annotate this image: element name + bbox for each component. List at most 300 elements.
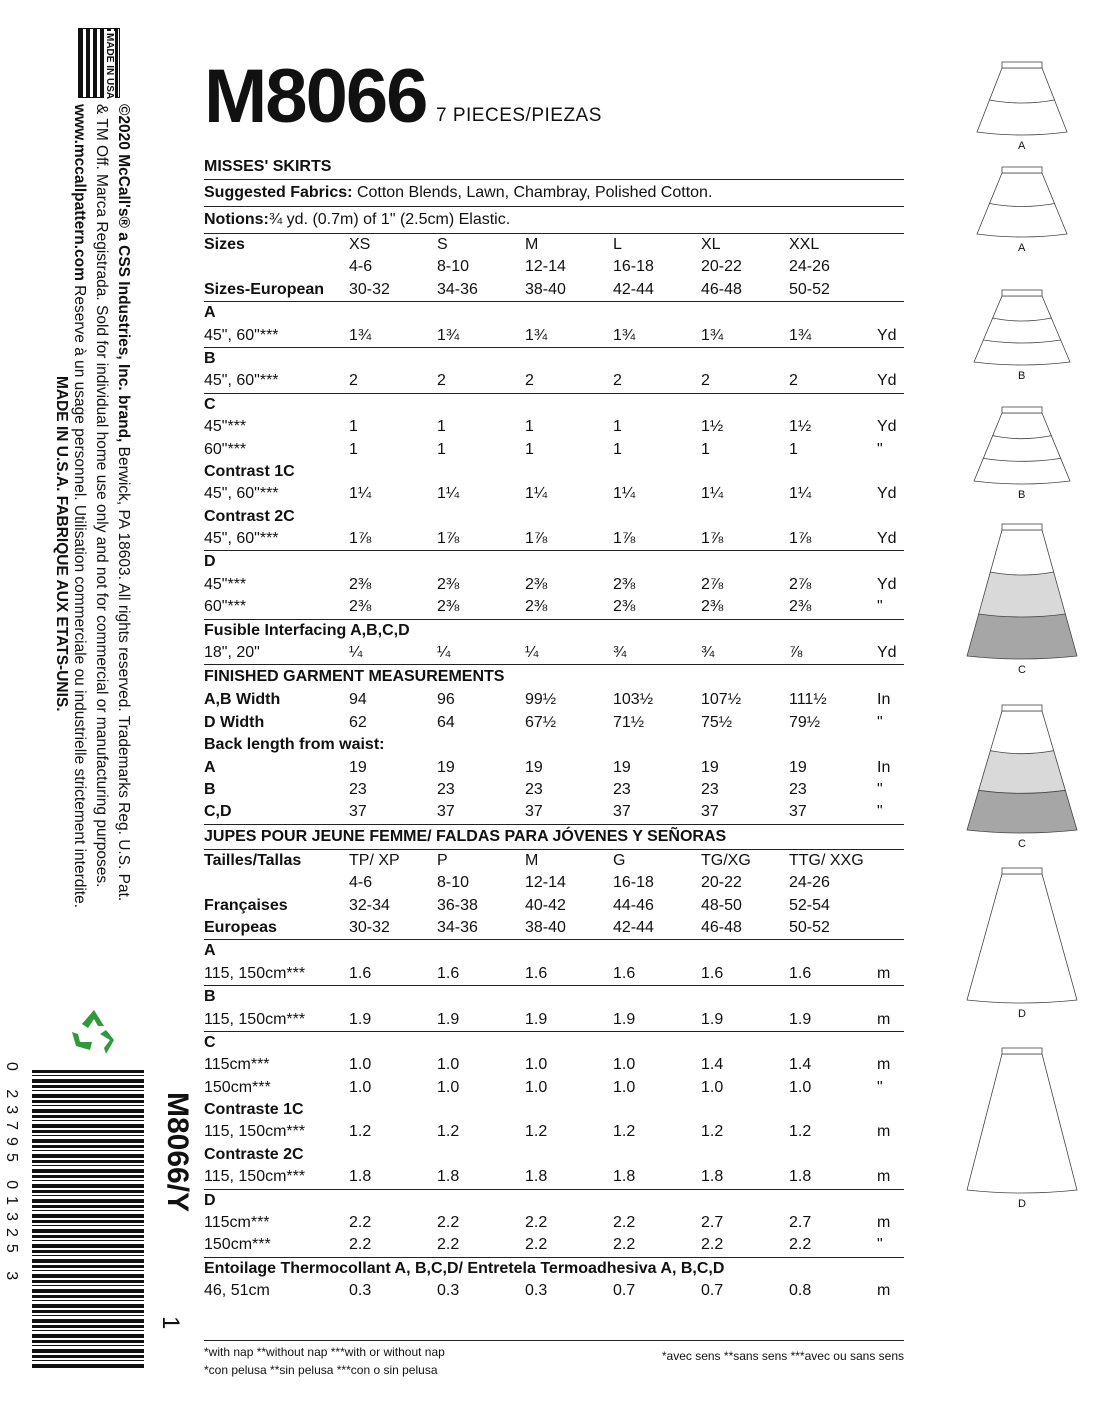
cell: 23 [349, 780, 367, 798]
row-heading: A [204, 304, 216, 322]
cell: 4-6 [349, 874, 373, 892]
yardage-row [204, 574, 904, 596]
cell: 44-46 [613, 896, 654, 914]
finished-table [204, 689, 904, 823]
cell: 1 [525, 440, 534, 458]
cell: 2 [525, 372, 534, 390]
fr-francaises-row [204, 895, 904, 917]
skirt-sketch-d [962, 1046, 1082, 1196]
yardage-row [204, 370, 904, 392]
cell: 1¼ [789, 485, 812, 503]
cell: 1.0 [613, 1078, 636, 1096]
cell: ¼ [437, 644, 451, 662]
row-label: Françaises [204, 896, 288, 914]
cell: 0.8 [789, 1282, 812, 1300]
sketch-label: B [1018, 489, 1026, 501]
notions-row: Notions:¾ yd. (0.7m) of 1" (2.5cm) Elastic. [204, 206, 904, 233]
cell: 23 [613, 780, 631, 798]
row-label: D Width [204, 713, 265, 731]
cell: 38-40 [525, 280, 566, 298]
cell: 1¼ [525, 485, 548, 503]
cell: 1.6 [437, 964, 460, 982]
cell: 19 [701, 758, 719, 776]
cell: 107½ [701, 691, 742, 709]
cell: 30-32 [349, 918, 390, 936]
sizes-block [204, 233, 904, 301]
cell: 52-54 [789, 896, 830, 914]
cell: L [613, 236, 622, 253]
yardage-row [204, 416, 904, 438]
cell: 94 [349, 691, 367, 709]
unit: " [877, 598, 883, 616]
cell: XL [701, 236, 721, 253]
cell: 48-50 [701, 896, 742, 914]
unit: " [877, 1236, 883, 1254]
cell: 2⅜ [525, 575, 548, 593]
sketch-label: C [1018, 664, 1026, 676]
cell: 2 [349, 372, 358, 390]
unit: " [877, 803, 883, 821]
cell: 1.2 [525, 1123, 548, 1141]
row-label: 115, 150cm*** [204, 1010, 306, 1028]
fabrics-row: Suggested Fabrics: Cotton Blends, Lawn, Chambray, Polished Cotton. [204, 179, 904, 206]
cell: 2⅜ [613, 598, 636, 616]
cell: ¼ [349, 644, 363, 662]
row-heading: Contrast 2C [204, 507, 295, 525]
yardage-row [204, 528, 904, 550]
row-heading: Entoilage Thermocollant A, B,C,D/ Entretela Termoadhesiva A, B,C,D [204, 1259, 725, 1277]
pieces-count: 7 PIECES/PIEZAS [436, 105, 602, 126]
cell: 1.6 [789, 964, 812, 982]
cell: 1¾ [349, 326, 372, 344]
yardage-head [204, 393, 904, 416]
cell: 1 [349, 440, 358, 458]
cell: 1.0 [349, 1078, 372, 1096]
cell: 1.2 [701, 1123, 724, 1141]
metric-row [204, 1280, 904, 1302]
unit: Yd [877, 372, 897, 390]
row-heading: Fusible Interfacing A,B,C,D [204, 621, 410, 639]
cell: 38-40 [525, 918, 566, 936]
unit: m [877, 1282, 891, 1300]
copyright-line-3: www.mccallpattern.com Reserve à un usage personnel. Utilisation commerciale ou industrielle strictement interdite. [71, 104, 88, 909]
cell: 1.2 [349, 1123, 372, 1141]
cell: 40-42 [525, 896, 566, 914]
yardage-row [204, 596, 904, 618]
cell: 2⅜ [349, 575, 372, 593]
cell: 32-34 [349, 896, 390, 914]
cell: 1.8 [701, 1168, 724, 1186]
cell: 1⅞ [789, 530, 812, 548]
cell: 24-26 [789, 874, 830, 892]
yardage-head [204, 506, 904, 528]
cell: 2 [701, 372, 710, 390]
metric-row [204, 1166, 904, 1188]
row-label: 45", 60"*** [204, 326, 279, 344]
row-label: 115, 150cm*** [204, 1123, 306, 1141]
skirt-sketch-d [962, 866, 1082, 1006]
cell: 23 [789, 780, 807, 798]
made-in-line: MADE IN U.S.A. FABRIQUE AUX ETATS-UNIS. [53, 376, 70, 712]
cell: 20-22 [701, 258, 742, 276]
fr-europeas-row [204, 917, 904, 939]
cell: 0.3 [349, 1282, 372, 1300]
row-label: A [204, 758, 216, 776]
page-title: MISSES' SKIRTS [204, 158, 332, 175]
cell: 62 [349, 713, 367, 731]
metric-head [204, 1189, 904, 1212]
cell: 2.2 [437, 1236, 460, 1254]
metric-head [204, 1099, 904, 1121]
unit: m [877, 964, 891, 982]
cell: 75½ [701, 713, 733, 731]
cell: 2⅜ [437, 598, 460, 616]
cell: 19 [349, 758, 367, 776]
unit: m [877, 1168, 891, 1186]
cell: 20-22 [701, 874, 742, 892]
cell: S [437, 236, 448, 253]
copyright-line-1: ©2020 McCall's® a CSS Industries, Inc. brand, Berwick, PA 18603. All rights reserved. Trademarks Reg. U.S. Pat. [115, 104, 132, 902]
cell: 2 [789, 372, 798, 390]
cell: 1.8 [789, 1168, 812, 1186]
metric-row [204, 963, 904, 985]
row-heading: C [204, 395, 216, 413]
unit: Yd [877, 530, 897, 548]
row-heading: Contraste 2C [204, 1145, 304, 1163]
cell: 1.6 [613, 964, 636, 982]
unit: " [877, 1078, 883, 1096]
cell: ¼ [525, 644, 539, 662]
cell: 1.6 [349, 964, 372, 982]
cell: 1 [437, 440, 446, 458]
cell: 103½ [613, 691, 654, 709]
yardage-row [204, 439, 904, 461]
cell: 1.9 [349, 1010, 372, 1028]
row-label: 115, 150cm*** [204, 964, 306, 982]
row-label: 45", 60"*** [204, 530, 279, 548]
cell: 16-18 [613, 874, 654, 892]
unit: m [877, 1214, 891, 1232]
cell: TG/XG [701, 851, 751, 869]
row-heading: D [204, 1191, 216, 1209]
cell: 1.0 [437, 1078, 460, 1096]
cell: 16-18 [613, 258, 654, 276]
cell: 12-14 [525, 258, 566, 276]
row-heading: C [204, 1033, 216, 1051]
cell: 1¼ [613, 485, 636, 503]
cell: 1.8 [349, 1168, 372, 1186]
cell: 1.0 [701, 1078, 724, 1096]
row-label: Sizes-European [204, 280, 325, 298]
cell: 2.7 [789, 1214, 812, 1232]
cell: XXL [789, 236, 820, 253]
cell: 2⅞ [789, 575, 812, 593]
yardage-head [204, 550, 904, 573]
cell: ⅞ [789, 644, 803, 662]
recycle-icon [68, 1006, 120, 1058]
cell: 37 [349, 803, 367, 821]
cell: 1⅞ [437, 530, 460, 548]
barcode-digits: 0 23795 01325 3 [3, 1062, 20, 1288]
cell: 50-52 [789, 918, 830, 936]
yardage-head [204, 347, 904, 370]
yardage-head [204, 619, 904, 642]
row-label [204, 872, 349, 894]
skirt-sketch-b [962, 288, 1082, 368]
cell: 1 [437, 418, 446, 436]
cell: 1⅞ [525, 530, 548, 548]
metric-table [204, 939, 904, 1302]
unit: m [877, 1056, 891, 1074]
cell: 1½ [701, 418, 724, 436]
cell: 24-26 [789, 258, 830, 276]
skirt-sketch-b [962, 405, 1082, 487]
cell: 23 [525, 780, 543, 798]
metric-row [204, 1212, 904, 1234]
cell: 8-10 [437, 874, 470, 892]
cell: 79½ [789, 713, 821, 731]
cell: 1¾ [525, 326, 548, 344]
row-label: 45"*** [204, 575, 247, 593]
cell: 1⅞ [613, 530, 636, 548]
cell: 99½ [525, 691, 557, 709]
row-heading: Contraste 1C [204, 1101, 304, 1119]
cell: 1½ [789, 418, 812, 436]
row-label: 45"*** [204, 418, 247, 436]
cell: 1¼ [349, 485, 372, 503]
cell: ¾ [701, 644, 715, 662]
cell: 1.0 [613, 1056, 636, 1074]
cell: 2.2 [349, 1214, 372, 1232]
finished-title: FINISHED GARMENT MEASUREMENTS [204, 664, 904, 689]
footnote-es: *con pelusa **sin pelusa ***con o sin pelusa [204, 1363, 438, 1377]
cell: 1.8 [525, 1168, 548, 1186]
cell: 2⅜ [789, 598, 812, 616]
cell: 1.0 [525, 1078, 548, 1096]
row-label: 60"*** [204, 598, 247, 616]
cell: 1¼ [437, 485, 460, 503]
row-label: Sizes [204, 236, 245, 253]
cell: 37 [701, 803, 719, 821]
sketch-label: C [1018, 838, 1026, 850]
cell: 2.7 [701, 1214, 724, 1232]
footnote-fr: *avec sens **sans sens ***avec ou sans sens [661, 1349, 904, 1363]
cell: 0.3 [525, 1282, 548, 1300]
barcode-label: M8066/Y [161, 1092, 194, 1213]
cell: 2⅜ [437, 575, 460, 593]
cell: 71½ [613, 713, 645, 731]
cell: 1 [613, 440, 622, 458]
cell: 36-38 [437, 896, 478, 914]
cell: 1.6 [701, 964, 724, 982]
metric-head [204, 939, 904, 962]
metric-head [204, 985, 904, 1008]
cell: 2⅜ [349, 598, 372, 616]
cell: 0.7 [701, 1282, 724, 1300]
cell: 2⅜ [701, 598, 724, 616]
unit: " [877, 780, 883, 798]
sketch-label: A [1018, 140, 1026, 152]
cell: 1.9 [789, 1010, 812, 1028]
finished-row [204, 757, 904, 779]
skirt-sketch-a [962, 60, 1082, 138]
row-label: A,B Width [204, 691, 281, 709]
cell: 19 [525, 758, 543, 776]
cell: TTG/ XXG [789, 851, 864, 869]
yardage-head [204, 461, 904, 483]
unit: m [877, 1010, 891, 1028]
cell: TP/ XP [349, 851, 400, 869]
metric-row [204, 1009, 904, 1031]
row-label: 46, 51cm [204, 1282, 270, 1300]
cell: 1.8 [613, 1168, 636, 1186]
sizes-row [204, 234, 904, 256]
cell: 2.2 [437, 1214, 460, 1232]
unit: Yd [877, 326, 897, 344]
unit: Yd [877, 575, 897, 593]
row-label [204, 256, 349, 278]
finished-row [204, 712, 904, 734]
cell: 8-10 [437, 258, 470, 276]
row-label: Tailles/Tallas [204, 851, 302, 869]
cell: 1 [613, 418, 622, 436]
row-heading: Contrast 1C [204, 462, 295, 480]
cell: 1.9 [525, 1010, 548, 1028]
barcode-num: 1 [157, 1316, 184, 1330]
sizes-european-row [204, 279, 904, 301]
cell: M [525, 236, 539, 253]
cell: 34-36 [437, 280, 478, 298]
cell: 1 [789, 440, 798, 458]
cell: 1.4 [701, 1056, 724, 1074]
cell: 1.4 [789, 1056, 812, 1074]
copyright-line-2: & TM Off. Marca Registrada. Sold for individual home use only and not for commercial or manufacturing purposes. [93, 104, 110, 888]
cell: 37 [525, 803, 543, 821]
metric-row [204, 1121, 904, 1143]
finished-row [204, 801, 904, 823]
row-label: 150cm*** [204, 1236, 271, 1254]
barcode [32, 1070, 144, 1370]
cell: 1.0 [349, 1056, 372, 1074]
pattern-code: M8066 [204, 54, 427, 139]
row-label: 115, 150cm*** [204, 1168, 306, 1186]
cell: 23 [437, 780, 455, 798]
made-in-usa-badge: MADE IN USA [78, 28, 120, 98]
unit: In [877, 758, 891, 776]
cell: 1 [349, 418, 358, 436]
cell: 1.9 [701, 1010, 724, 1028]
cell: 1¼ [701, 485, 724, 503]
cell: 2.2 [701, 1236, 724, 1254]
skirt-sketch-c [962, 703, 1082, 836]
finished-row [204, 689, 904, 711]
cell: 0.3 [437, 1282, 460, 1300]
cell: 1¾ [613, 326, 636, 344]
cell: 2.2 [613, 1236, 636, 1254]
cell: 1⅞ [349, 530, 372, 548]
row-label: 45", 60"*** [204, 485, 279, 503]
cell: 2.2 [525, 1236, 548, 1254]
metric-row [204, 1077, 904, 1099]
cell: 2.2 [613, 1214, 636, 1232]
cell: 2 [437, 372, 446, 390]
cell: 1¾ [437, 326, 460, 344]
row-label: 115cm*** [204, 1214, 270, 1232]
cell: 19 [613, 758, 631, 776]
cell: 46-48 [701, 280, 742, 298]
cell: ¾ [613, 644, 627, 662]
cell: 2⅜ [613, 575, 636, 593]
row-heading: A [204, 942, 216, 960]
cell: XS [349, 236, 371, 253]
fr-sizes-block [204, 849, 904, 940]
row-label: Europeas [204, 918, 277, 936]
cell: 2.2 [349, 1236, 372, 1254]
row-label: 60"*** [204, 440, 247, 458]
cell: 2⅜ [525, 598, 548, 616]
row-label: 18", 20" [204, 644, 260, 662]
cell: 42-44 [613, 918, 654, 936]
finished-row [204, 779, 904, 801]
cell: 2 [613, 372, 622, 390]
cell: 1 [525, 418, 534, 436]
cell: 1.6 [525, 964, 548, 982]
cell: 1¾ [701, 326, 724, 344]
sketch-label: B [1018, 370, 1026, 382]
sketch-label: D [1018, 1198, 1026, 1210]
cell: 1.2 [613, 1123, 636, 1141]
unit: m [877, 1123, 891, 1141]
yardage-row [204, 483, 904, 505]
cell: 1.8 [437, 1168, 460, 1186]
footnote-en: *with nap **without nap ***with or without nap [204, 1345, 445, 1359]
cell: 1.2 [789, 1123, 812, 1141]
sketch-label: A [1018, 242, 1026, 254]
metric-row [204, 1054, 904, 1076]
main-content [204, 55, 904, 1303]
cell: 1.0 [789, 1078, 812, 1096]
unit: In [877, 691, 891, 709]
cell: 19 [437, 758, 455, 776]
metric-row [204, 1234, 904, 1256]
finished-head [204, 734, 904, 756]
cell: 2⅞ [701, 575, 724, 593]
cell: 42-44 [613, 280, 654, 298]
yardage-row [204, 642, 904, 664]
cell: 2.2 [525, 1214, 548, 1232]
cell: 30-32 [349, 280, 390, 298]
row-label: 115cm*** [204, 1056, 270, 1074]
cell: 12-14 [525, 874, 566, 892]
row-label: 150cm*** [204, 1078, 271, 1096]
cell: 67½ [525, 713, 557, 731]
yardage-table [204, 301, 904, 664]
row-heading: B [204, 988, 216, 1006]
cell: 0.7 [613, 1282, 636, 1300]
row-label: 45", 60"*** [204, 372, 279, 390]
cell: 1.9 [613, 1010, 636, 1028]
cell: 1.0 [437, 1056, 460, 1074]
cell: 19 [789, 758, 807, 776]
unit: Yd [877, 644, 897, 662]
cell: 1.2 [437, 1123, 460, 1141]
cell: 34-36 [437, 918, 478, 936]
row-label: C,D [204, 803, 232, 821]
row-heading: B [204, 349, 216, 367]
fr-sizes-row [204, 849, 904, 872]
cell: 64 [437, 713, 455, 731]
cell: 1.9 [437, 1010, 460, 1028]
